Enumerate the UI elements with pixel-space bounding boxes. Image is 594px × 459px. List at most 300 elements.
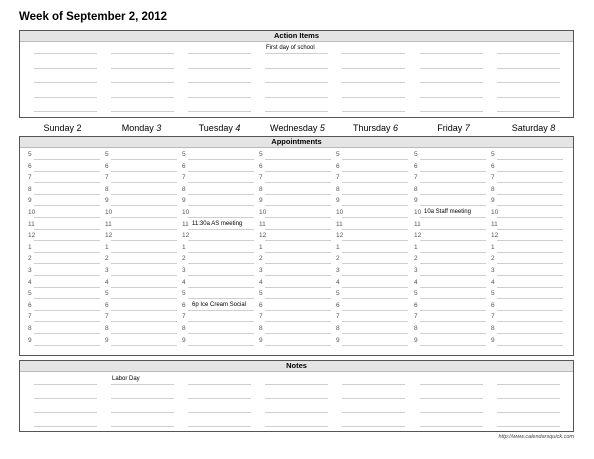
hour-label: 7 xyxy=(28,313,32,321)
hour-label: 8 xyxy=(491,325,495,332)
note-line[interactable] xyxy=(188,426,251,427)
appointment-slot[interactable] xyxy=(34,321,100,322)
hour-label: 8 xyxy=(414,185,418,193)
appointment-slot[interactable] xyxy=(188,321,254,322)
note-line[interactable] xyxy=(420,384,483,385)
appointment-slot[interactable] xyxy=(497,275,563,276)
appointment-slot[interactable] xyxy=(265,263,331,264)
appointment-slot[interactable] xyxy=(265,298,331,299)
action-item-line[interactable] xyxy=(420,68,483,69)
appointment-slot[interactable] xyxy=(342,263,408,264)
appointment-entry: 11:30a AS meeting xyxy=(192,220,243,227)
appointment-slot[interactable] xyxy=(342,182,408,183)
hour-label: 8 xyxy=(105,185,109,193)
appointment-slot[interactable] xyxy=(497,205,563,206)
note-line[interactable] xyxy=(342,398,405,399)
hour-label: 1 xyxy=(414,243,418,251)
note-line[interactable] xyxy=(420,412,483,413)
appointment-slot[interactable] xyxy=(111,252,177,253)
page-title: Week of September 2, 2012 xyxy=(19,11,168,23)
hour-label: 8 xyxy=(28,185,32,193)
action-item-line[interactable] xyxy=(34,53,97,54)
appointment-slot[interactable] xyxy=(188,229,254,230)
notes-box xyxy=(19,360,574,432)
hour-label: 8 xyxy=(182,185,186,193)
day-number: 3 xyxy=(156,123,162,133)
action-item-line[interactable] xyxy=(497,68,560,69)
action-item-line[interactable] xyxy=(342,82,405,83)
day-number: 8 xyxy=(550,123,556,133)
hour-label: 9 xyxy=(414,197,418,205)
action-item-line[interactable] xyxy=(188,82,251,83)
hour-label: 3 xyxy=(414,267,418,274)
appointment-slot[interactable] xyxy=(420,252,486,253)
appointment-slot[interactable] xyxy=(34,345,100,346)
appointment-slot[interactable] xyxy=(497,240,563,241)
appointment-slot[interactable] xyxy=(342,275,408,276)
appointment-slot[interactable] xyxy=(497,287,563,288)
action-item-line[interactable] xyxy=(420,111,483,112)
appointment-slot[interactable] xyxy=(111,275,177,276)
action-item-line[interactable] xyxy=(111,97,174,98)
appointment-slot[interactable] xyxy=(111,333,177,334)
day-name: Thursday xyxy=(352,123,393,133)
appointment-slot[interactable] xyxy=(420,263,486,264)
appointment-slot[interactable] xyxy=(34,159,100,160)
appointment-slot[interactable] xyxy=(188,310,254,311)
appointment-slot[interactable] xyxy=(497,194,563,195)
hour-label: 6 xyxy=(414,162,418,170)
appointment-slot[interactable] xyxy=(420,229,486,230)
hour-label: 11 xyxy=(414,220,421,228)
appointment-slot[interactable] xyxy=(34,205,100,206)
hour-label: 5 xyxy=(105,151,109,158)
appointment-slot[interactable] xyxy=(34,263,100,264)
appointment-slot[interactable] xyxy=(34,171,100,172)
hour-label: 2 xyxy=(414,255,418,263)
day-number: 2 xyxy=(76,123,82,133)
appointment-slot[interactable] xyxy=(111,194,177,195)
hour-label: 7 xyxy=(182,174,186,182)
note-line[interactable] xyxy=(34,384,97,385)
appointment-slot[interactable] xyxy=(34,252,100,253)
appointments-header: Appointments xyxy=(20,137,573,148)
hour-label: 6 xyxy=(259,162,263,170)
hour-label: 3 xyxy=(28,267,32,274)
note-line[interactable] xyxy=(420,398,483,399)
hour-label: 7 xyxy=(414,174,418,182)
action-item-line[interactable] xyxy=(111,82,174,83)
hour-label: 9 xyxy=(182,197,186,205)
hour-label: 9 xyxy=(491,336,495,344)
appointment-slot[interactable] xyxy=(342,171,408,172)
appointment-slot[interactable] xyxy=(188,345,254,346)
appointment-slot[interactable] xyxy=(497,263,563,264)
action-item-line[interactable] xyxy=(497,111,560,112)
action-item-line[interactable] xyxy=(497,53,560,54)
appointment-slot[interactable] xyxy=(265,252,331,253)
note-line[interactable] xyxy=(188,384,251,385)
appointment-slot[interactable] xyxy=(111,263,177,264)
action-item-entry: First day of school xyxy=(266,45,315,51)
appointment-slot[interactable] xyxy=(420,217,486,218)
appointment-slot[interactable] xyxy=(34,287,100,288)
hour-label: 1 xyxy=(105,243,109,251)
hour-label: 4 xyxy=(336,278,340,286)
hour-label: 7 xyxy=(259,313,263,321)
hour-label: 3 xyxy=(105,267,109,274)
appointment-slot[interactable] xyxy=(188,287,254,288)
hour-label: 6 xyxy=(491,301,495,309)
hour-label: 4 xyxy=(105,278,109,286)
hour-label: 1 xyxy=(259,243,263,251)
hour-label: 9 xyxy=(28,336,32,344)
hour-label: 8 xyxy=(182,325,186,332)
appointment-slot[interactable] xyxy=(111,171,177,172)
note-line[interactable] xyxy=(342,426,405,427)
hour-label: 6 xyxy=(336,162,340,170)
appointment-slot[interactable] xyxy=(497,321,563,322)
appointment-slot[interactable] xyxy=(34,275,100,276)
appointment-slot[interactable] xyxy=(497,217,563,218)
hour-label: 11 xyxy=(259,220,266,228)
note-line[interactable] xyxy=(265,426,328,427)
appointment-slot[interactable] xyxy=(111,298,177,299)
appointment-entry: 10a Staff meeting xyxy=(424,209,471,215)
appointment-slot[interactable] xyxy=(342,229,408,230)
action-item-line[interactable] xyxy=(188,97,251,98)
appointment-slot[interactable] xyxy=(188,263,254,264)
appointment-slot[interactable] xyxy=(497,252,563,253)
appointment-slot[interactable] xyxy=(34,217,100,218)
appointment-slot[interactable] xyxy=(188,205,254,206)
hour-label: 6 xyxy=(259,301,263,309)
appointment-slot[interactable] xyxy=(265,310,331,311)
action-item-line[interactable] xyxy=(342,111,405,112)
hour-label: 3 xyxy=(182,267,186,274)
note-line[interactable] xyxy=(497,384,560,385)
appointment-slot[interactable] xyxy=(34,298,100,299)
appointment-slot[interactable] xyxy=(111,217,177,218)
hour-label: 6 xyxy=(182,301,186,309)
hour-label: 5 xyxy=(182,290,186,298)
day-name: Saturday xyxy=(511,123,551,133)
day-number: 7 xyxy=(464,123,470,133)
appointment-slot[interactable] xyxy=(265,321,331,322)
appointment-slot[interactable] xyxy=(188,252,254,253)
hour-label: 3 xyxy=(491,267,495,274)
hour-label: 7 xyxy=(336,174,340,182)
appointment-slot[interactable] xyxy=(342,298,408,299)
hour-label: 9 xyxy=(336,197,340,205)
hour-label: 9 xyxy=(336,336,340,344)
appointment-slot[interactable] xyxy=(265,333,331,334)
appointment-slot[interactable] xyxy=(342,345,408,346)
appointment-slot[interactable] xyxy=(111,240,177,241)
hour-label: 9 xyxy=(491,197,495,205)
action-item-line[interactable] xyxy=(342,68,405,69)
day-header-sunday xyxy=(23,122,102,134)
appointment-slot[interactable] xyxy=(420,333,486,334)
hour-label: 4 xyxy=(28,278,32,286)
hour-label: 6 xyxy=(336,301,340,309)
note-line[interactable] xyxy=(265,384,328,385)
appointments-grid xyxy=(20,148,573,356)
appointment-slot[interactable] xyxy=(265,217,331,218)
hour-label: 4 xyxy=(259,278,263,286)
appointment-slot[interactable] xyxy=(497,333,563,334)
appointment-slot[interactable] xyxy=(188,298,254,299)
hour-label: 10 xyxy=(259,209,267,216)
day-name: Tuesday xyxy=(198,123,236,133)
action-item-line[interactable] xyxy=(265,68,328,69)
appointment-slot[interactable] xyxy=(342,321,408,322)
hour-label: 4 xyxy=(182,278,186,286)
note-line[interactable] xyxy=(111,398,174,399)
appointment-slot[interactable] xyxy=(342,194,408,195)
hour-label: 9 xyxy=(105,336,109,344)
hour-label: 2 xyxy=(259,255,263,263)
hour-label: 7 xyxy=(28,174,32,182)
appointment-slot[interactable] xyxy=(188,171,254,172)
hour-label: 6 xyxy=(28,301,32,309)
hour-label: 8 xyxy=(259,325,263,332)
appointment-slot[interactable] xyxy=(420,287,486,288)
appointment-slot[interactable] xyxy=(188,217,254,218)
appointment-slot[interactable] xyxy=(420,205,486,206)
hour-label: 6 xyxy=(105,162,109,170)
hour-label: 7 xyxy=(491,174,495,182)
footer-url: http://www.calendarsquick.com xyxy=(498,434,574,440)
appointment-slot[interactable] xyxy=(342,287,408,288)
hour-label: 12 xyxy=(182,232,190,240)
appointment-slot[interactable] xyxy=(188,159,254,160)
day-header-wednesday xyxy=(258,122,337,134)
appointment-slot[interactable] xyxy=(265,345,331,346)
note-line[interactable] xyxy=(497,426,560,427)
appointment-slot[interactable] xyxy=(497,298,563,299)
appointment-slot[interactable] xyxy=(34,333,100,334)
action-item-line[interactable] xyxy=(420,82,483,83)
appointment-entry: 6p Ice Cream Social xyxy=(192,301,247,308)
action-items-grid xyxy=(20,42,573,118)
appointment-slot[interactable] xyxy=(420,321,486,322)
hour-label: 12 xyxy=(28,232,36,240)
hour-label: 10 xyxy=(105,209,113,216)
appointment-slot[interactable] xyxy=(265,182,331,183)
action-item-line[interactable] xyxy=(188,68,251,69)
action-item-line[interactable] xyxy=(497,97,560,98)
appointment-slot[interactable] xyxy=(497,345,563,346)
action-item-line[interactable] xyxy=(34,68,97,69)
hour-label: 9 xyxy=(259,336,263,344)
appointment-slot[interactable] xyxy=(420,275,486,276)
hour-label: 10 xyxy=(414,209,422,216)
appointment-slot[interactable] xyxy=(265,240,331,241)
hour-label: 5 xyxy=(28,290,32,298)
note-line[interactable] xyxy=(34,426,97,427)
hour-label: 7 xyxy=(336,313,340,321)
action-item-line[interactable] xyxy=(111,68,174,69)
appointment-slot[interactable] xyxy=(188,333,254,334)
action-item-line[interactable] xyxy=(188,53,251,54)
action-item-line[interactable] xyxy=(265,82,328,83)
appointment-slot[interactable] xyxy=(188,240,254,241)
appointment-slot[interactable] xyxy=(111,310,177,311)
appointment-slot[interactable] xyxy=(188,275,254,276)
action-item-line[interactable] xyxy=(188,111,251,112)
note-line[interactable] xyxy=(188,412,251,413)
appointment-slot[interactable] xyxy=(497,182,563,183)
action-item-line[interactable] xyxy=(342,53,405,54)
appointment-slot[interactable] xyxy=(265,159,331,160)
note-line[interactable] xyxy=(111,384,174,385)
hour-label: 5 xyxy=(414,151,418,158)
appointment-slot[interactable] xyxy=(342,159,408,160)
appointment-slot[interactable] xyxy=(420,310,486,311)
hour-label: 2 xyxy=(182,255,186,263)
hour-label: 5 xyxy=(259,151,263,158)
action-items-box xyxy=(19,30,574,118)
action-item-line[interactable] xyxy=(34,111,97,112)
appointment-slot[interactable] xyxy=(111,321,177,322)
hour-label: 1 xyxy=(336,243,340,251)
note-line[interactable] xyxy=(342,384,405,385)
note-line[interactable] xyxy=(188,398,251,399)
hour-label: 8 xyxy=(105,325,109,332)
appointments-box xyxy=(19,136,574,356)
action-item-line[interactable] xyxy=(342,97,405,98)
appointment-slot[interactable] xyxy=(497,310,563,311)
hour-label: 2 xyxy=(105,255,109,263)
appointment-slot[interactable] xyxy=(497,171,563,172)
action-item-line[interactable] xyxy=(420,97,483,98)
appointment-slot[interactable] xyxy=(420,240,486,241)
note-line[interactable] xyxy=(111,412,174,413)
appointment-slot[interactable] xyxy=(265,194,331,195)
hour-label: 5 xyxy=(491,290,495,298)
note-line[interactable] xyxy=(497,412,560,413)
day-header-thursday xyxy=(336,122,415,134)
note-line[interactable] xyxy=(34,412,97,413)
appointment-slot[interactable] xyxy=(420,298,486,299)
action-item-line[interactable] xyxy=(265,53,328,54)
action-item-line[interactable] xyxy=(265,111,328,112)
hour-label: 2 xyxy=(336,255,340,263)
appointment-slot[interactable] xyxy=(34,229,100,230)
hour-label: 7 xyxy=(105,174,109,182)
appointment-slot[interactable] xyxy=(111,229,177,230)
hour-label: 8 xyxy=(336,185,340,193)
appointment-slot[interactable] xyxy=(420,171,486,172)
action-item-line[interactable] xyxy=(34,82,97,83)
appointment-slot[interactable] xyxy=(420,159,486,160)
hour-label: 10 xyxy=(491,209,499,216)
appointment-slot[interactable] xyxy=(111,182,177,183)
hour-label: 8 xyxy=(336,325,340,332)
appointment-slot[interactable] xyxy=(420,182,486,183)
hour-label: 5 xyxy=(28,151,32,158)
notes-header: Notes xyxy=(20,361,573,372)
note-line[interactable] xyxy=(342,412,405,413)
hour-label: 7 xyxy=(105,313,109,321)
action-item-line[interactable] xyxy=(420,53,483,54)
appointment-slot[interactable] xyxy=(34,240,100,241)
action-item-line[interactable] xyxy=(34,97,97,98)
note-line[interactable] xyxy=(265,398,328,399)
action-item-line[interactable] xyxy=(111,53,174,54)
appointment-slot[interactable] xyxy=(420,345,486,346)
action-item-line[interactable] xyxy=(111,111,174,112)
appointment-slot[interactable] xyxy=(111,205,177,206)
appointment-slot[interactable] xyxy=(34,182,100,183)
hour-label: 8 xyxy=(259,185,263,193)
hour-label: 4 xyxy=(414,278,418,286)
action-item-line[interactable] xyxy=(265,97,328,98)
appointment-slot[interactable] xyxy=(420,194,486,195)
day-header-monday xyxy=(102,122,181,134)
appointment-slot[interactable] xyxy=(34,194,100,195)
day-header-tuesday xyxy=(180,122,259,134)
hour-label: 9 xyxy=(414,336,418,344)
day-name: Wednesday xyxy=(270,123,320,133)
hour-label: 7 xyxy=(491,313,495,321)
appointment-slot[interactable] xyxy=(111,345,177,346)
appointment-slot[interactable] xyxy=(342,333,408,334)
appointment-slot[interactable] xyxy=(265,287,331,288)
action-item-line[interactable] xyxy=(497,82,560,83)
day-header-friday xyxy=(414,122,493,134)
appointment-slot[interactable] xyxy=(188,194,254,195)
day-name: Friday xyxy=(437,123,465,133)
hour-label: 12 xyxy=(336,232,344,240)
appointment-slot[interactable] xyxy=(497,229,563,230)
hour-label: 3 xyxy=(336,267,340,274)
hour-label: 5 xyxy=(491,151,495,158)
note-line[interactable] xyxy=(265,412,328,413)
appointment-slot[interactable] xyxy=(265,275,331,276)
note-line[interactable] xyxy=(34,398,97,399)
appointment-slot[interactable] xyxy=(497,159,563,160)
hour-label: 5 xyxy=(259,290,263,298)
appointment-slot[interactable] xyxy=(265,229,331,230)
appointment-slot[interactable] xyxy=(342,240,408,241)
appointment-slot[interactable] xyxy=(34,310,100,311)
note-entry: Labor Day xyxy=(112,376,140,382)
hour-label: 6 xyxy=(491,162,495,170)
note-line[interactable] xyxy=(497,398,560,399)
hour-label: 11 xyxy=(182,220,189,228)
appointment-slot[interactable] xyxy=(111,287,177,288)
appointment-slot[interactable] xyxy=(342,252,408,253)
appointment-slot[interactable] xyxy=(342,310,408,311)
appointment-slot[interactable] xyxy=(265,171,331,172)
appointment-slot[interactable] xyxy=(188,182,254,183)
hour-label: 5 xyxy=(336,290,340,298)
note-line[interactable] xyxy=(111,426,174,427)
hour-label: 12 xyxy=(414,232,422,240)
appointment-slot[interactable] xyxy=(265,205,331,206)
appointment-slot[interactable] xyxy=(111,159,177,160)
hour-label: 9 xyxy=(28,197,32,205)
hour-label: 11 xyxy=(491,220,498,228)
hour-label: 9 xyxy=(182,336,186,344)
hour-label: 6 xyxy=(105,301,109,309)
appointment-slot[interactable] xyxy=(342,217,408,218)
hour-label: 9 xyxy=(105,197,109,205)
appointment-slot[interactable] xyxy=(342,205,408,206)
note-line[interactable] xyxy=(420,426,483,427)
